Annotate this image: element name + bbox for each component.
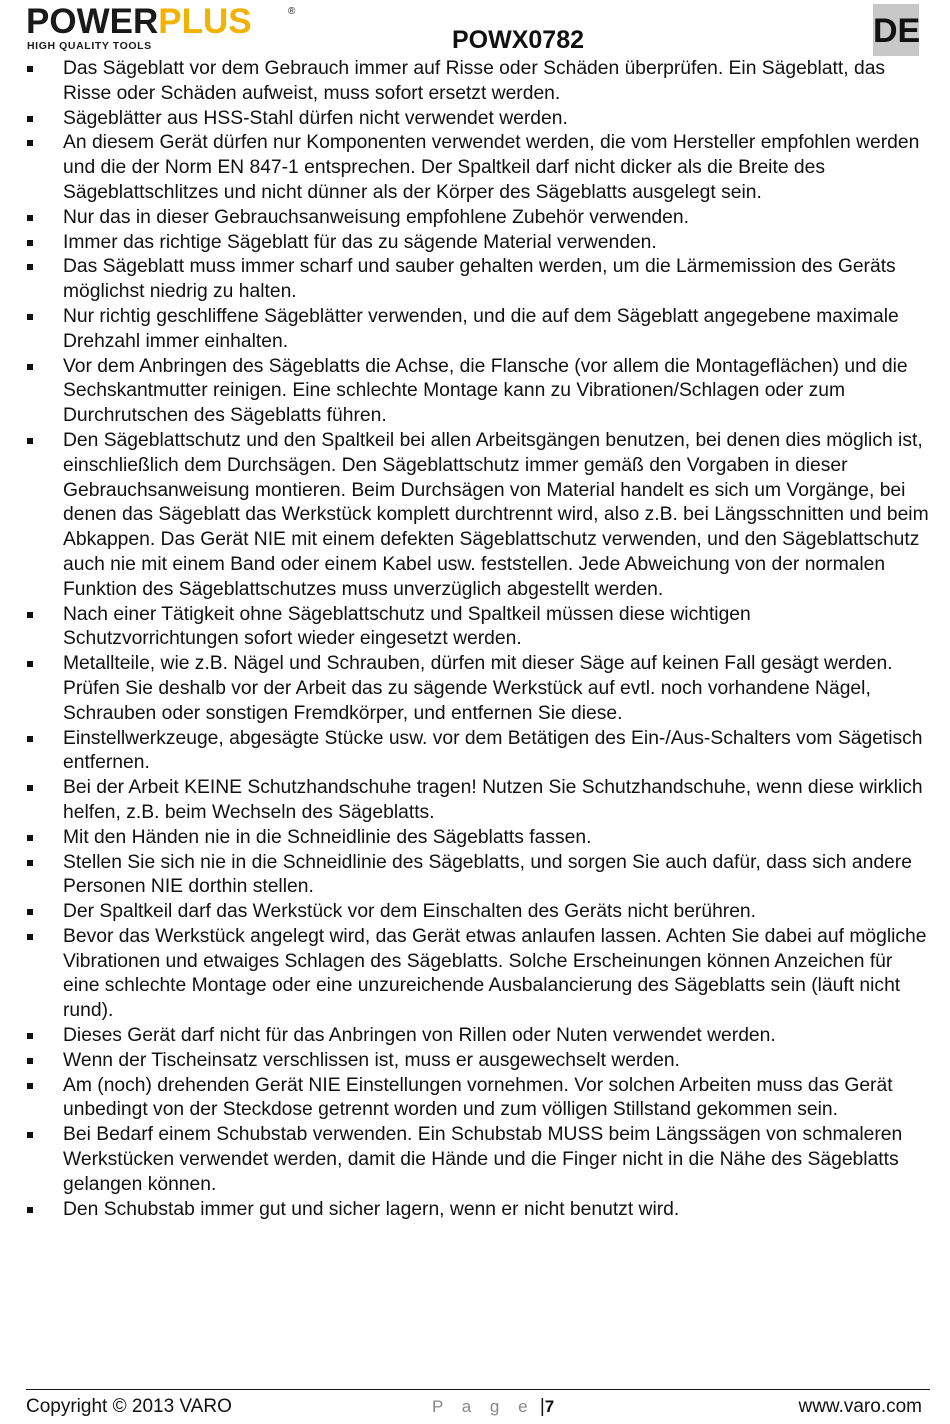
list-item xyxy=(0,57,950,107)
logo-registered-mark: ® xyxy=(288,6,296,17)
page-separator: | xyxy=(539,1396,545,1417)
list-item-text: An diesem Gerät dürfen nur Komponenten verwendet werden, die vom Hersteller empfohlen werden und die der Norm EN 847-1 entsprechen. Der Spaltkeil darf nicht dicker als die Breite des Sägeblattschlitzes und nicht dünner als der Körper des Sägeblatts ausgelegt sein. xyxy=(63,132,920,203)
square-bullet-icon xyxy=(27,116,33,122)
list-item-text: Metallteile, wie z.B. Nägel und Schrauben, dürfen mit dieser Säge auf keinen Fall gesägt werden. Prüfen Sie deshalb vor der Arbeit das zu sägende Werkstück auf evtl. noch vorhandene Nägel, Schrauben oder sonstigen Fremdkörper, und entfernen Sie diese. xyxy=(63,653,893,724)
square-bullet-icon xyxy=(27,314,33,320)
list-item-text: Bei der Arbeit KEINE Schutzhandschuhe tragen! Nutzen Sie Schutzhandschuhe, wenn diese wirklich helfen, z.B. beim Wechseln des Sägeblatts. xyxy=(63,777,923,823)
logo-tagline: HIGH QUALITY TOOLS xyxy=(27,40,152,52)
list-item xyxy=(0,355,950,429)
copyright-text: Copyright © 2013 VARO xyxy=(26,1396,232,1417)
list-item xyxy=(0,826,950,851)
list-item-text: Stellen Sie sich nie in die Schneidlinie des Sägeblatts, und sorgen Sie auch dafür, dass sich andere Personen NIE dorthin stellen. xyxy=(63,851,912,898)
square-bullet-icon xyxy=(27,438,33,444)
page-footer xyxy=(26,1394,922,1420)
list-item-text: Das Sägeblatt vor dem Gebrauch immer auf Risse oder Schäden überprüfen. Ein Sägeblatt, das Risse oder Schäden aufweist, muss sofort ersetzt werden. xyxy=(63,58,886,104)
list-item xyxy=(0,429,950,603)
list-item-text: Bevor das Werkstück angelegt wird, das Gerät etwas anlaufen lassen. Achten Sie dabei auf mögliche Vibrationen und etwaiges Schlagen des Sägeblatts. Solche Erscheinungen können Anzeichen für eine schlechte Montage oder eine unzureichende Ausbalancierung des Sägeblatts sein (läuft nicht rund). xyxy=(63,925,927,1022)
page-indicator xyxy=(432,1394,554,1420)
square-bullet-icon xyxy=(27,909,33,915)
square-bullet-icon xyxy=(27,661,33,667)
list-item xyxy=(0,851,950,901)
square-bullet-icon xyxy=(27,1132,33,1138)
list-item-text: Wenn der Tischeinsatz verschlissen ist, muss er ausgewechselt werden. xyxy=(63,1049,680,1071)
square-bullet-icon xyxy=(27,215,33,221)
list-item xyxy=(0,603,950,653)
list-item xyxy=(0,900,950,925)
square-bullet-icon xyxy=(27,860,33,866)
list-item-text: Nur das in dieser Gebrauchsanweisung empfohlene Zubehör verwenden. xyxy=(63,206,689,228)
list-item-text: Dieses Gerät darf nicht für das Anbringen von Rillen oder Nuten verwendet werden. xyxy=(63,1025,776,1047)
page-number: 7 xyxy=(544,1397,555,1416)
square-bullet-icon xyxy=(27,785,33,791)
list-item xyxy=(0,1074,950,1124)
model-number: POWX0782 xyxy=(452,26,585,54)
list-item-text: Immer das richtige Sägeblatt für das zu sägende Material verwenden. xyxy=(63,231,657,253)
list-item-text: Das Sägeblatt muss immer scharf und sauber gehalten werden, um die Lärmemission des Geräts möglichst niedrig zu halten. xyxy=(63,256,896,303)
list-item xyxy=(0,206,950,231)
list-item xyxy=(0,1024,950,1049)
list-item-text: Den Sägeblattschutz und den Spaltkeil bei allen Arbeitsgängen benutzen, bei denen dies möglich ist, einschließlich dem Durchsägen. Den Sägeblattschutz immer gemäß den Vorgaben in dieser Gebrauchsanweisung montieren. Beim Durchsägen von Material handelt es sich um Vorgänge, bei denen das Sägeblatt das Werkstück komplett durchtrennt wird, also z.B. bei Längsschnitten und beim Abkappen. Das Gerät NIE mit einem defekten Sägeblattschutz verwenden, und den Sägeblattschutz auch nie mit einem Band oder einem Kabel usw. feststellen. Jede Abweichung von der normalen Funktion des Sägeblattschutzes muss unverzüglich abgestellt werden. xyxy=(63,429,929,600)
list-item xyxy=(0,1049,950,1074)
square-bullet-icon xyxy=(27,240,33,246)
square-bullet-icon xyxy=(27,1207,33,1213)
square-bullet-icon xyxy=(27,66,33,72)
square-bullet-icon xyxy=(27,140,33,146)
list-item-text: Einstellwerkzeuge, abgesägte Stücke usw. vor dem Betätigen des Ein-/Aus-Schalters vom Sägetisch entfernen. xyxy=(63,727,923,774)
logo-power: POWER xyxy=(26,2,159,41)
square-bullet-icon xyxy=(27,264,33,270)
list-item xyxy=(0,652,950,726)
page-label: P a g e xyxy=(432,1397,535,1416)
square-bullet-icon xyxy=(27,835,33,841)
language-badge: DE xyxy=(873,4,919,56)
list-item xyxy=(0,727,950,777)
list-item-text: Den Schubstab immer gut und sicher lagern, wenn er nicht benutzt wird. xyxy=(63,1198,680,1220)
list-item xyxy=(0,255,950,305)
list-item-text: Am (noch) drehenden Gerät NIE Einstellungen vornehmen. Vor solchen Arbeiten muss das Gerät unbedingt von der Steckdose getrennt worden und zum völligen Stillstand gekommen sein. xyxy=(63,1074,893,1121)
logo-plus: PLUS xyxy=(158,2,252,41)
list-item-text: Nur richtig geschliffene Sägeblätter verwenden, und die auf dem Sägeblatt angegebene maximale Drehzahl immer einhalten. xyxy=(63,305,899,352)
square-bullet-icon xyxy=(27,1033,33,1039)
list-item xyxy=(0,925,950,1024)
list-item-text: Sägeblätter aus HSS-Stahl dürfen nicht verwendet werden. xyxy=(63,107,568,129)
square-bullet-icon xyxy=(27,736,33,742)
list-item xyxy=(0,231,950,256)
list-item-text: Nach einer Tätigkeit ohne Sägeblattschutz und Spaltkeil müssen diese wichtigen Schutzvorrichtungen sofort wieder eingesetzt werden. xyxy=(63,603,751,650)
square-bullet-icon xyxy=(27,612,33,618)
list-item-text: Vor dem Anbringen des Sägeblatts die Achse, die Flansche (vor allem die Montageflächen) und die Sechskantmutter reinigen. Eine schlechte Montage kann zu Vibrationen/Schlagen oder zum Durchrutschen des Sägeblatts führen. xyxy=(63,355,908,427)
brand-logo xyxy=(26,4,296,50)
list-item xyxy=(0,131,950,205)
safety-instructions-list xyxy=(0,57,950,1222)
square-bullet-icon xyxy=(27,364,33,370)
list-item-text: Der Spaltkeil darf das Werkstück vor dem Einschalten des Geräts nicht berühren. xyxy=(63,901,757,923)
list-item xyxy=(0,107,950,132)
list-item-text: Bei Bedarf einem Schubstab verwenden. Ein Schubstab MUSS beim Längssägen von schmaleren Werkstücken verwendet werden, damit die Hände und die Finger nicht in die Nähe des Sägeblatts gelangen können. xyxy=(63,1124,903,1195)
square-bullet-icon xyxy=(27,1058,33,1064)
website-url: www.varo.com xyxy=(798,1396,922,1417)
list-item xyxy=(0,776,950,826)
list-item xyxy=(0,1123,950,1197)
logo-wordmark xyxy=(26,4,252,40)
square-bullet-icon xyxy=(27,1083,33,1089)
list-item-text: Mit den Händen nie in die Schneidlinie des Sägeblatts fassen. xyxy=(63,826,592,848)
square-bullet-icon xyxy=(27,934,33,940)
footer-divider xyxy=(26,1389,930,1390)
list-item xyxy=(0,305,950,355)
list-item xyxy=(0,1198,950,1223)
